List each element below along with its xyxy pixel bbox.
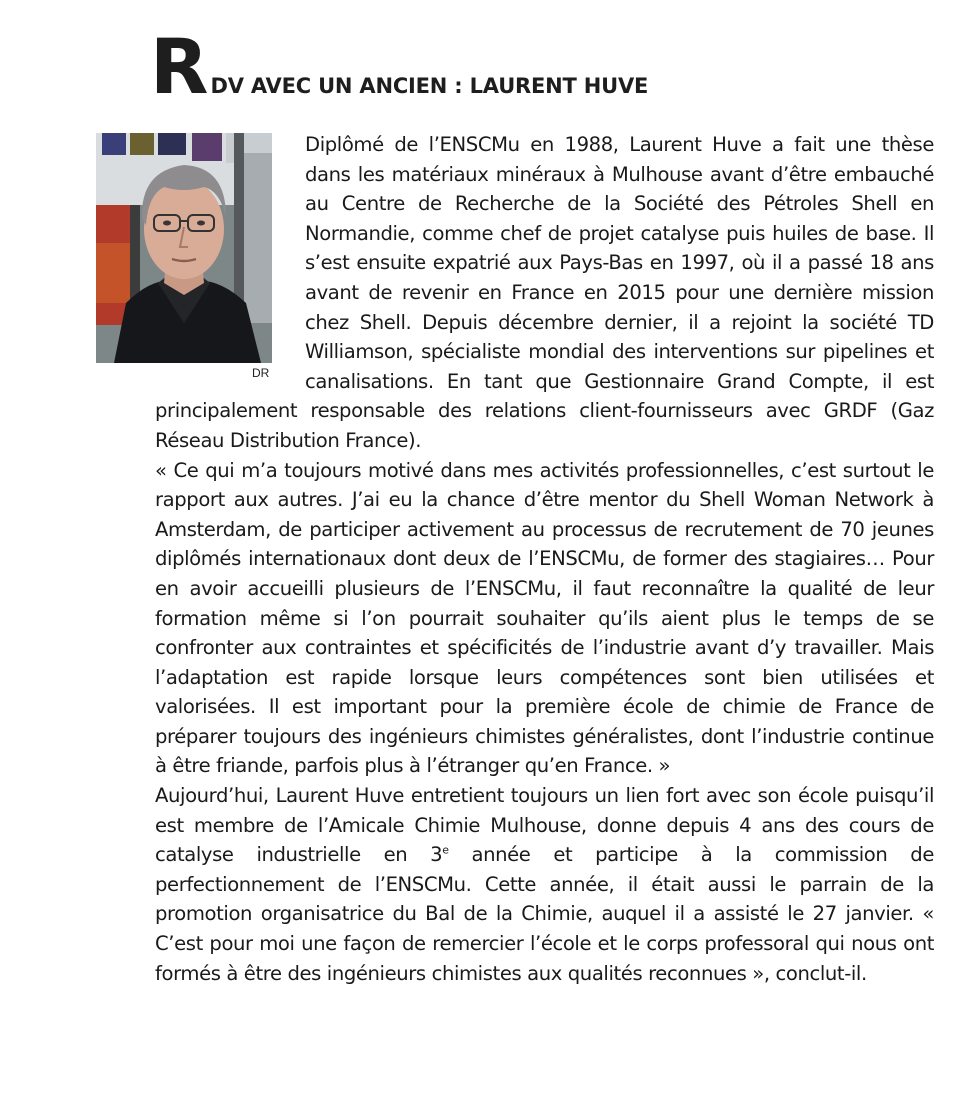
paragraph-conclusion-part1: Aujourd’hui, Laurent Huve entretient toujours un lien fort avec son école puisqu’il est membre de l’Amicale Chimie Mulhouse, donne depuis 4 ans des cours de catalyse industrielle en 3 — [155, 784, 934, 867]
paragraph-intro: Diplômé de l’ENSCMu en 1988, Laurent Huve a fait une thèse dans les matériaux minéraux à Mulhouse avant d’être embauché au Centre de Recherche de la Société des Pétroles Shell en Normandie, comme chef de projet catalyse puis huiles de base. Il s’est ensuite expatrié aux Pays-Bas en 1997, où il a passé 18 ans avant de revenir en France en 2015 pour une dernière mission chez Shell. Depuis décembre dernier, il a rejoint la société TD Williamson, spécialiste mondial des interventions sur pipelines et canalisations. En tant que Gestionnaire Grand Compte, il est principalement responsable des relations client-fournisseurs avec GRDF (Gaz Réseau Distribution France). — [155, 133, 934, 452]
photo-spacer — [155, 130, 305, 396]
title-dropcap: R — [150, 22, 207, 111]
article-title — [150, 22, 649, 111]
article-body — [155, 130, 934, 988]
paragraph-conclusion — [155, 781, 934, 988]
paragraph-conclusion-part2: année et participe à la commission de perfectionnement de l’ENSCMu. Cette année, il était aussi le parrain de la promotion organisatrice du Bal de la Chimie, auquel il a assisté le 27 janvier. « C’est pour moi une façon de remercier l’école et le corps professoral qui nous ont formés à être des ingénieurs chimistes aux qualités reconnues », conclut-il. — [155, 843, 934, 985]
photo-credit: DR — [252, 366, 270, 380]
ordinal-superscript: e — [442, 843, 449, 857]
paragraph-quote: « Ce qui m’a toujours motivé dans mes activités professionnelles, c’est surtout le rapport aux autres. J’ai eu la chance d’être mentor du Shell Woman Network à Amsterdam, de participer activement au processus de recrutement de 70 jeunes diplômés internationaux dont deux de l’ENSCMu, de former des stagiaires… Pour en avoir accueilli plusieurs de l’ENSCMu, il faut reconnaître la qualité de leur formation même si l’on pourrait souhaiter qu’ils aient plus le temps de se confronter aux contraintes et spécificités de l’industrie avant d’y travailler. Mais l’adaptation est rapide lorsque leurs compétences sont bien utilisées et valorisées. Il est important pour la première école de chimie de France de préparer toujours des ingénieurs chimistes généralistes, dont l’industrie continue à être friande, parfois plus à l’étranger qu’en France. » — [155, 458, 934, 778]
title-text: DV AVEC UN ANCIEN : LAURENT HUVE — [210, 74, 649, 98]
